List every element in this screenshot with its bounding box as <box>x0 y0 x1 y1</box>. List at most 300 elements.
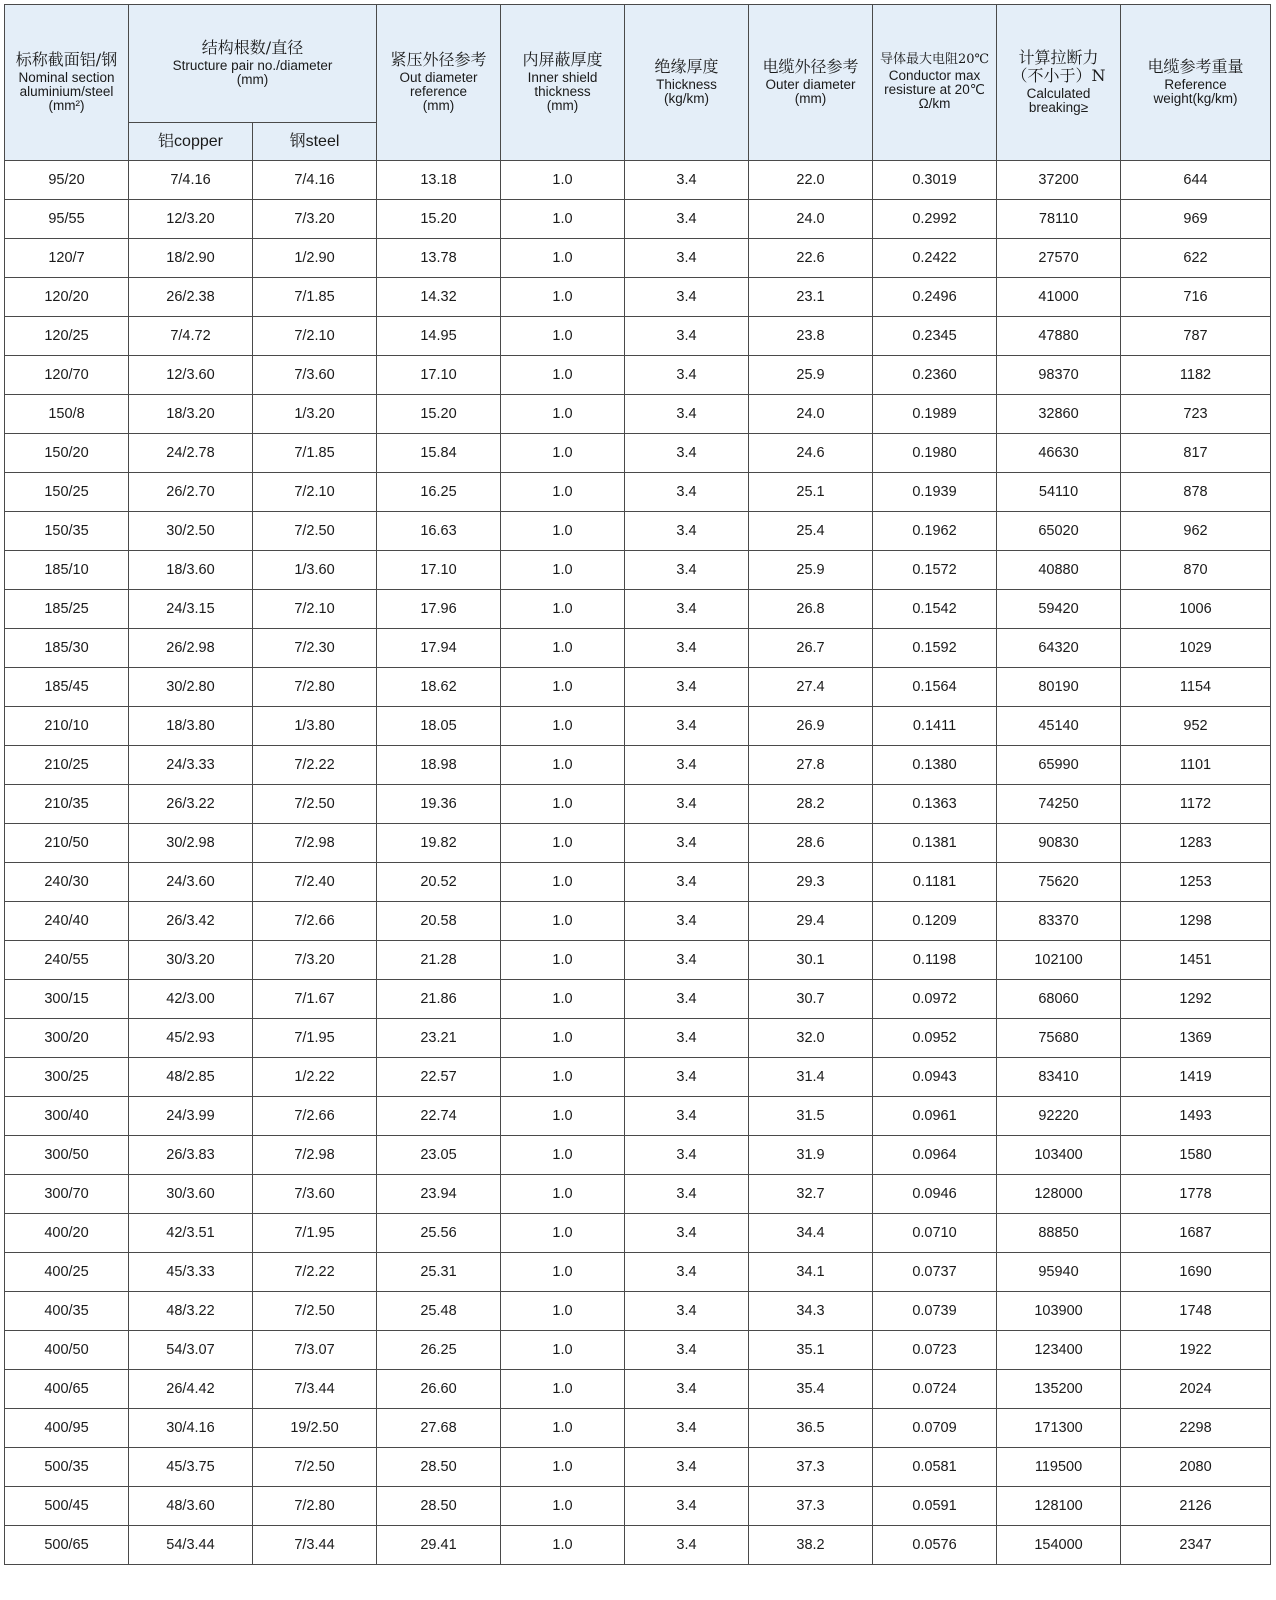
table-row <box>5 1019 1271 1058</box>
table-cell: 88850 <box>997 1214 1121 1253</box>
table-cell: 3.4 <box>625 1526 749 1565</box>
table-cell: 0.1381 <box>873 824 997 863</box>
table-cell: 25.9 <box>749 551 873 590</box>
table-cell: 500/35 <box>5 1448 129 1487</box>
table-cell: 30.1 <box>749 941 873 980</box>
table-cell: 24/3.60 <box>129 863 253 902</box>
table-cell: 1.0 <box>501 1448 625 1487</box>
header-insulation-thickness: 绝缘厚度 Thickness (kg/km) <box>625 5 749 161</box>
table-cell: 95940 <box>997 1253 1121 1292</box>
table-cell: 240/40 <box>5 902 129 941</box>
table-cell: 68060 <box>997 980 1121 1019</box>
table-row <box>5 824 1271 863</box>
table-cell: 40880 <box>997 551 1121 590</box>
table-cell: 25.31 <box>377 1253 501 1292</box>
table-cell: 7/2.30 <box>253 629 377 668</box>
table-cell: 1.0 <box>501 1253 625 1292</box>
table-cell: 300/50 <box>5 1136 129 1175</box>
table-cell: 3.4 <box>625 1370 749 1409</box>
table-cell: 1.0 <box>501 1019 625 1058</box>
table-cell: 1.0 <box>501 161 625 200</box>
table-cell: 3.4 <box>625 551 749 590</box>
table-cell: 7/4.16 <box>129 161 253 200</box>
table-row <box>5 356 1271 395</box>
table-cell: 80190 <box>997 668 1121 707</box>
table-cell: 31.5 <box>749 1097 873 1136</box>
table-cell: 0.0576 <box>873 1526 997 1565</box>
table-cell: 1419 <box>1121 1058 1271 1097</box>
table-cell: 817 <box>1121 434 1271 473</box>
table-cell: 0.2345 <box>873 317 997 356</box>
table-cell: 716 <box>1121 278 1271 317</box>
table-row <box>5 902 1271 941</box>
table-cell: 30/3.60 <box>129 1175 253 1214</box>
table-cell: 400/20 <box>5 1214 129 1253</box>
spec-sheet <box>4 4 1270 1565</box>
table-cell: 1.0 <box>501 278 625 317</box>
table-cell: 7/4.72 <box>129 317 253 356</box>
table-cell: 48/2.85 <box>129 1058 253 1097</box>
table-cell: 28.6 <box>749 824 873 863</box>
table-cell: 27.4 <box>749 668 873 707</box>
table-cell: 36.5 <box>749 1409 873 1448</box>
table-cell: 92220 <box>997 1097 1121 1136</box>
header-structure: 结构根数/直径 Structure pair no./diameter (mm) <box>129 5 377 123</box>
table-cell: 18.98 <box>377 746 501 785</box>
table-cell: 95/20 <box>5 161 129 200</box>
table-cell: 1.0 <box>501 1370 625 1409</box>
table-header <box>5 5 1271 161</box>
table-cell: 7/2.50 <box>253 1292 377 1331</box>
table-cell: 7/3.07 <box>253 1331 377 1370</box>
table-cell: 64320 <box>997 629 1121 668</box>
table-cell: 1.0 <box>501 1058 625 1097</box>
table-cell: 1.0 <box>501 980 625 1019</box>
table-cell: 83370 <box>997 902 1121 941</box>
table-cell: 29.3 <box>749 863 873 902</box>
table-cell: 3.4 <box>625 824 749 863</box>
table-cell: 28.50 <box>377 1487 501 1526</box>
table-cell: 3.4 <box>625 161 749 200</box>
table-cell: 34.3 <box>749 1292 873 1331</box>
table-cell: 1690 <box>1121 1253 1271 1292</box>
table-cell: 25.9 <box>749 356 873 395</box>
table-row <box>5 434 1271 473</box>
table-cell: 135200 <box>997 1370 1121 1409</box>
table-cell: 15.20 <box>377 395 501 434</box>
table-cell: 3.4 <box>625 317 749 356</box>
table-cell: 30/2.80 <box>129 668 253 707</box>
table-cell: 0.1411 <box>873 707 997 746</box>
table-cell: 54/3.07 <box>129 1331 253 1370</box>
table-cell: 723 <box>1121 395 1271 434</box>
table-cell: 18/3.60 <box>129 551 253 590</box>
table-cell: 1283 <box>1121 824 1271 863</box>
table-cell: 46630 <box>997 434 1121 473</box>
table-cell: 1/3.20 <box>253 395 377 434</box>
table-cell: 300/15 <box>5 980 129 1019</box>
table-cell: 120/20 <box>5 278 129 317</box>
table-cell: 0.2496 <box>873 278 997 317</box>
table-cell: 150/8 <box>5 395 129 434</box>
table-cell: 1/3.60 <box>253 551 377 590</box>
table-cell: 400/50 <box>5 1331 129 1370</box>
table-cell: 1.0 <box>501 668 625 707</box>
table-cell: 7/1.95 <box>253 1214 377 1253</box>
table-cell: 3.4 <box>625 941 749 980</box>
table-cell: 29.4 <box>749 902 873 941</box>
table-cell: 7/1.67 <box>253 980 377 1019</box>
table-cell: 26/3.42 <box>129 902 253 941</box>
table-cell: 1451 <box>1121 941 1271 980</box>
table-cell: 25.4 <box>749 512 873 551</box>
table-row <box>5 1253 1271 1292</box>
table-cell: 3.4 <box>625 1409 749 1448</box>
table-cell: 7/2.40 <box>253 863 377 902</box>
table-cell: 0.0723 <box>873 1331 997 1370</box>
table-cell: 123400 <box>997 1331 1121 1370</box>
table-cell: 35.1 <box>749 1331 873 1370</box>
table-cell: 1.0 <box>501 1136 625 1175</box>
table-cell: 1580 <box>1121 1136 1271 1175</box>
table-cell: 962 <box>1121 512 1271 551</box>
table-row <box>5 1448 1271 1487</box>
table-cell: 21.86 <box>377 980 501 1019</box>
table-cell: 0.0739 <box>873 1292 997 1331</box>
table-cell: 75620 <box>997 863 1121 902</box>
table-cell: 3.4 <box>625 707 749 746</box>
table-cell: 25.1 <box>749 473 873 512</box>
table-cell: 7/2.50 <box>253 1448 377 1487</box>
table-cell: 22.57 <box>377 1058 501 1097</box>
header-conductor-resistance: 导体最大电阻20℃ Conductor max resisture at 20℃ Ω/km <box>873 5 997 161</box>
table-cell: 1.0 <box>501 1175 625 1214</box>
table-cell: 787 <box>1121 317 1271 356</box>
table-row <box>5 1331 1271 1370</box>
table-row <box>5 941 1271 980</box>
table-cell: 3.4 <box>625 1058 749 1097</box>
table-cell: 3.4 <box>625 395 749 434</box>
table-cell: 1.0 <box>501 746 625 785</box>
table-cell: 3.4 <box>625 1292 749 1331</box>
table-cell: 32.0 <box>749 1019 873 1058</box>
table-cell: 3.4 <box>625 1097 749 1136</box>
table-cell: 26/4.42 <box>129 1370 253 1409</box>
table-row <box>5 980 1271 1019</box>
table-row <box>5 1487 1271 1526</box>
table-cell: 45/2.93 <box>129 1019 253 1058</box>
table-cell: 29.41 <box>377 1526 501 1565</box>
table-row <box>5 1409 1271 1448</box>
table-cell: 45140 <box>997 707 1121 746</box>
table-cell: 1.0 <box>501 1409 625 1448</box>
table-cell: 1.0 <box>501 707 625 746</box>
table-cell: 150/25 <box>5 473 129 512</box>
table-cell: 2347 <box>1121 1526 1271 1565</box>
table-cell: 27.68 <box>377 1409 501 1448</box>
table-cell: 22.0 <box>749 161 873 200</box>
header-inner-shield: 内屏蔽厚度 Inner shield thickness (mm) <box>501 5 625 161</box>
table-cell: 22.6 <box>749 239 873 278</box>
table-cell: 870 <box>1121 551 1271 590</box>
table-cell: 185/10 <box>5 551 129 590</box>
table-cell: 240/55 <box>5 941 129 980</box>
table-cell: 185/45 <box>5 668 129 707</box>
table-cell: 37200 <box>997 161 1121 200</box>
table-cell: 0.0710 <box>873 1214 997 1253</box>
table-cell: 75680 <box>997 1019 1121 1058</box>
table-cell: 0.1363 <box>873 785 997 824</box>
table-row <box>5 746 1271 785</box>
table-cell: 30/2.50 <box>129 512 253 551</box>
table-cell: 34.1 <box>749 1253 873 1292</box>
table-cell: 1493 <box>1121 1097 1271 1136</box>
table-cell: 20.52 <box>377 863 501 902</box>
header-nominal-section: 标称截面铝/钢 Nominal section aluminium/steel (mm²) <box>5 5 129 161</box>
header-outer-diameter: 电缆外径参考 Outer diameter (mm) <box>749 5 873 161</box>
table-cell: 1154 <box>1121 668 1271 707</box>
table-row <box>5 239 1271 278</box>
table-cell: 3.4 <box>625 668 749 707</box>
table-cell: 3.4 <box>625 239 749 278</box>
table-cell: 0.1542 <box>873 590 997 629</box>
table-cell: 24.0 <box>749 200 873 239</box>
table-cell: 65020 <box>997 512 1121 551</box>
table-cell: 24/3.15 <box>129 590 253 629</box>
table-cell: 150/35 <box>5 512 129 551</box>
table-cell: 37.3 <box>749 1448 873 1487</box>
table-row <box>5 395 1271 434</box>
table-cell: 30/3.20 <box>129 941 253 980</box>
table-row <box>5 707 1271 746</box>
table-cell: 34.4 <box>749 1214 873 1253</box>
table-cell: 7/2.66 <box>253 902 377 941</box>
table-cell: 98370 <box>997 356 1121 395</box>
table-row <box>5 473 1271 512</box>
header-out-diameter: 紧压外径参考 Out diameter reference (mm) <box>377 5 501 161</box>
table-cell: 59420 <box>997 590 1121 629</box>
table-cell: 30/2.98 <box>129 824 253 863</box>
table-cell: 7/1.85 <box>253 278 377 317</box>
table-cell: 0.0946 <box>873 1175 997 1214</box>
table-cell: 65990 <box>997 746 1121 785</box>
table-cell: 17.10 <box>377 551 501 590</box>
table-cell: 3.4 <box>625 746 749 785</box>
table-cell: 1298 <box>1121 902 1271 941</box>
table-cell: 1.0 <box>501 785 625 824</box>
table-cell: 0.0943 <box>873 1058 997 1097</box>
table-cell: 32.7 <box>749 1175 873 1214</box>
table-cell: 3.4 <box>625 1253 749 1292</box>
table-cell: 24.0 <box>749 395 873 434</box>
table-cell: 0.0737 <box>873 1253 997 1292</box>
table-cell: 26/3.22 <box>129 785 253 824</box>
table-cell: 3.4 <box>625 590 749 629</box>
table-cell: 3.4 <box>625 356 749 395</box>
table-cell: 7/1.85 <box>253 434 377 473</box>
table-cell: 78110 <box>997 200 1121 239</box>
table-cell: 400/35 <box>5 1292 129 1331</box>
table-cell: 1922 <box>1121 1331 1271 1370</box>
table-cell: 24/2.78 <box>129 434 253 473</box>
table-cell: 18.05 <box>377 707 501 746</box>
table-row <box>5 200 1271 239</box>
table-cell: 1.0 <box>501 590 625 629</box>
table-row <box>5 512 1271 551</box>
table-cell: 7/2.10 <box>253 317 377 356</box>
table-cell: 0.0952 <box>873 1019 997 1058</box>
table-cell: 26/3.83 <box>129 1136 253 1175</box>
table-cell: 7/2.22 <box>253 746 377 785</box>
table-cell: 54110 <box>997 473 1121 512</box>
table-cell: 90830 <box>997 824 1121 863</box>
table-cell: 103900 <box>997 1292 1121 1331</box>
table-cell: 0.1564 <box>873 668 997 707</box>
table-cell: 48/3.60 <box>129 1487 253 1526</box>
table-cell: 19.82 <box>377 824 501 863</box>
table-cell: 7/3.60 <box>253 356 377 395</box>
table-cell: 7/2.50 <box>253 512 377 551</box>
table-cell: 13.78 <box>377 239 501 278</box>
table-cell: 3.4 <box>625 902 749 941</box>
table-cell: 878 <box>1121 473 1271 512</box>
table-cell: 26.9 <box>749 707 873 746</box>
table-cell: 7/4.16 <box>253 161 377 200</box>
table-cell: 17.94 <box>377 629 501 668</box>
table-cell: 20.58 <box>377 902 501 941</box>
table-cell: 1748 <box>1121 1292 1271 1331</box>
table-cell: 28.50 <box>377 1448 501 1487</box>
table-cell: 400/25 <box>5 1253 129 1292</box>
table-row <box>5 863 1271 902</box>
table-cell: 210/10 <box>5 707 129 746</box>
table-cell: 154000 <box>997 1526 1121 1565</box>
table-cell: 400/95 <box>5 1409 129 1448</box>
table-cell: 3.4 <box>625 1175 749 1214</box>
table-cell: 3.4 <box>625 1448 749 1487</box>
table-cell: 30.7 <box>749 980 873 1019</box>
table-cell: 37.3 <box>749 1487 873 1526</box>
table-cell: 102100 <box>997 941 1121 980</box>
table-cell: 3.4 <box>625 1214 749 1253</box>
table-cell: 119500 <box>997 1448 1121 1487</box>
table-cell: 1.0 <box>501 629 625 668</box>
table-cell: 7/1.95 <box>253 1019 377 1058</box>
table-cell: 25.56 <box>377 1214 501 1253</box>
table-cell: 0.0964 <box>873 1136 997 1175</box>
table-cell: 3.4 <box>625 1331 749 1370</box>
table-row <box>5 785 1271 824</box>
table-cell: 210/35 <box>5 785 129 824</box>
table-cell: 0.0972 <box>873 980 997 1019</box>
table-cell: 185/30 <box>5 629 129 668</box>
table-cell: 3.4 <box>625 863 749 902</box>
table-cell: 74250 <box>997 785 1121 824</box>
table-cell: 0.0591 <box>873 1487 997 1526</box>
table-cell: 150/20 <box>5 434 129 473</box>
table-row <box>5 161 1271 200</box>
table-cell: 26.60 <box>377 1370 501 1409</box>
table-cell: 83410 <box>997 1058 1121 1097</box>
table-cell: 12/3.60 <box>129 356 253 395</box>
table-cell: 0.1198 <box>873 941 997 980</box>
table-cell: 3.4 <box>625 278 749 317</box>
table-cell: 1687 <box>1121 1214 1271 1253</box>
table-cell: 14.95 <box>377 317 501 356</box>
table-cell: 42/3.51 <box>129 1214 253 1253</box>
table-cell: 1.0 <box>501 863 625 902</box>
table-row <box>5 551 1271 590</box>
header-reference-weight: 电缆参考重量 Reference weight(kg/km) <box>1121 5 1271 161</box>
table-row <box>5 1370 1271 1409</box>
table-cell: 13.18 <box>377 161 501 200</box>
table-row <box>5 317 1271 356</box>
table-cell: 1.0 <box>501 941 625 980</box>
table-cell: 1.0 <box>501 395 625 434</box>
table-cell: 1/3.80 <box>253 707 377 746</box>
table-cell: 2126 <box>1121 1487 1271 1526</box>
table-cell: 0.1989 <box>873 395 997 434</box>
table-cell: 28.2 <box>749 785 873 824</box>
table-cell: 18/3.80 <box>129 707 253 746</box>
table-cell: 622 <box>1121 239 1271 278</box>
table-cell: 3.4 <box>625 629 749 668</box>
table-cell: 1292 <box>1121 980 1271 1019</box>
table-cell: 30/4.16 <box>129 1409 253 1448</box>
table-cell: 2298 <box>1121 1409 1271 1448</box>
table-cell: 0.2360 <box>873 356 997 395</box>
table-cell: 26/2.98 <box>129 629 253 668</box>
table-cell: 0.1939 <box>873 473 997 512</box>
table-cell: 1778 <box>1121 1175 1271 1214</box>
table-cell: 95/55 <box>5 200 129 239</box>
table-cell: 48/3.22 <box>129 1292 253 1331</box>
table-cell: 1.0 <box>501 1292 625 1331</box>
table-cell: 1.0 <box>501 239 625 278</box>
table-row <box>5 1058 1271 1097</box>
table-cell: 1.0 <box>501 200 625 239</box>
table-cell: 0.1209 <box>873 902 997 941</box>
table-cell: 18/2.90 <box>129 239 253 278</box>
table-cell: 16.25 <box>377 473 501 512</box>
table-cell: 300/70 <box>5 1175 129 1214</box>
table-cell: 120/25 <box>5 317 129 356</box>
table-cell: 1/2.90 <box>253 239 377 278</box>
table-cell: 128100 <box>997 1487 1121 1526</box>
table-cell: 644 <box>1121 161 1271 200</box>
table-cell: 1.0 <box>501 1526 625 1565</box>
table-cell: 0.1980 <box>873 434 997 473</box>
table-body <box>5 161 1271 1565</box>
table-cell: 0.1962 <box>873 512 997 551</box>
table-cell: 24.6 <box>749 434 873 473</box>
table-cell: 1369 <box>1121 1019 1271 1058</box>
table-row <box>5 629 1271 668</box>
table-cell: 0.0961 <box>873 1097 997 1136</box>
table-cell: 128000 <box>997 1175 1121 1214</box>
table-row <box>5 278 1271 317</box>
table-cell: 45/3.33 <box>129 1253 253 1292</box>
table-cell: 1253 <box>1121 863 1271 902</box>
table-cell: 26.8 <box>749 590 873 629</box>
table-cell: 31.4 <box>749 1058 873 1097</box>
table-cell: 24/3.33 <box>129 746 253 785</box>
table-cell: 23.05 <box>377 1136 501 1175</box>
table-row <box>5 1097 1271 1136</box>
table-cell: 0.0581 <box>873 1448 997 1487</box>
table-cell: 3.4 <box>625 473 749 512</box>
table-cell: 400/65 <box>5 1370 129 1409</box>
